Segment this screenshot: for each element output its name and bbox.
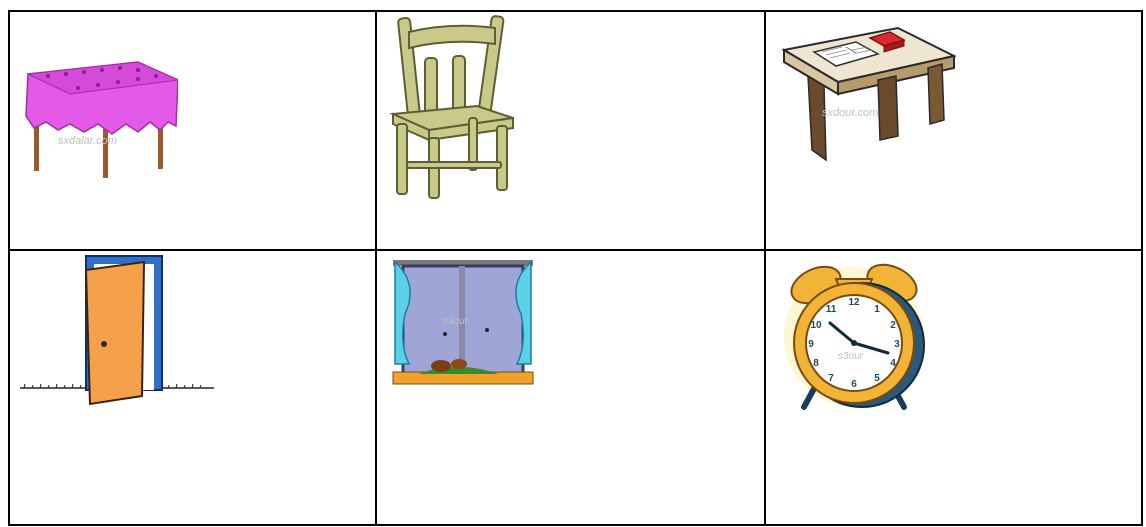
- svg-text:1: 1: [874, 304, 880, 315]
- door-picture: [18, 254, 214, 406]
- svg-text:4: 4: [890, 358, 896, 369]
- svg-text:sxdour.com: sxdour.com: [822, 107, 879, 119]
- cell-clock: [766, 251, 1143, 526]
- svg-text:11: 11: [825, 304, 837, 315]
- svg-text:9: 9: [808, 339, 814, 350]
- cell-door: [10, 251, 375, 526]
- table-picture: [18, 56, 178, 186]
- svg-text:5: 5: [874, 373, 880, 384]
- cell-desk: [766, 12, 1143, 249]
- svg-text:7: 7: [828, 373, 834, 384]
- svg-text:6: 6: [851, 379, 857, 390]
- svg-text:sxdalar.com: sxdalar.com: [58, 135, 117, 147]
- svg-text:10: 10: [810, 320, 822, 331]
- picture-grid: [8, 10, 1143, 526]
- svg-text:8: 8: [813, 358, 819, 369]
- alarm-clock-picture: [776, 255, 932, 419]
- svg-text:s3our: s3our: [443, 316, 469, 327]
- cell-chair: [377, 12, 764, 249]
- cell-table: [10, 12, 375, 249]
- svg-text:s3our: s3our: [838, 351, 864, 362]
- cell-window: [377, 251, 764, 526]
- window-picture: [389, 254, 537, 388]
- svg-text:3: 3: [894, 339, 900, 350]
- desk-picture: [778, 20, 956, 172]
- chair-picture: [385, 14, 525, 200]
- svg-text:2: 2: [890, 320, 896, 331]
- svg-text:12: 12: [848, 297, 860, 308]
